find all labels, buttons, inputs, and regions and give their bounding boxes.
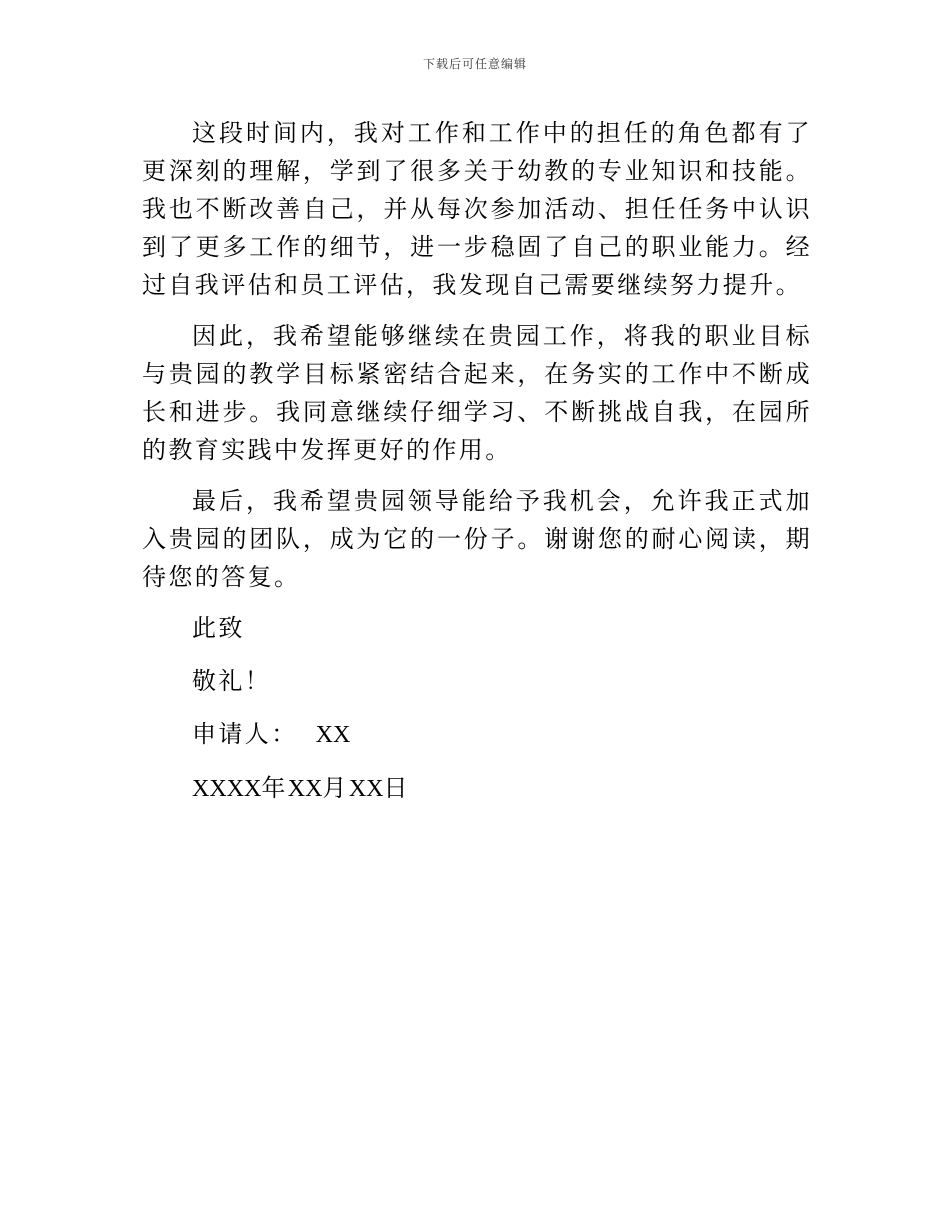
paragraph-2: 因此，我希望能够继续在贵园工作，将我的职业目标与贵园的教学目标紧密结合起来，在务实的工作中不断成长和进步。我同意继续仔细学习、不断挑战自我，在园所的教育实践中发挥更好的作用。 [142, 322, 812, 464]
regards: 敬礼！ [192, 667, 272, 695]
date-day-unit: 日 [383, 774, 410, 802]
paragraph-1: 这段时间内，我对工作和工作中的担任的角色都有了更深刻的理解，学到了很多关于幼教的专业知识和技能。我也不断改善自己，并从每次参加活动、担任任务中认识到了更多工作的细节，进一步稳固了自己的职业能力。经过自我评估和员工评估，我发现自己需要继续努力提升。 [142, 119, 812, 299]
applicant-line [192, 715, 812, 754]
date-day: XX [348, 776, 384, 802]
letter-body [142, 114, 812, 823]
salutation: 此致 [192, 614, 245, 642]
applicant-name: XX [315, 722, 351, 748]
date-year-unit: 年 [261, 774, 288, 802]
page-header: 下载后可任意编辑 [422, 57, 527, 71]
date-month-unit: 月 [322, 774, 349, 802]
applicant-label: 申请人： [192, 720, 298, 748]
paragraph-3: 最后，我希望贵园领导能给予我机会，允许我正式加入贵园的团队，成为它的一份子。谢谢您的耐心阅读，期待您的答复。 [142, 487, 812, 591]
date-line [192, 769, 812, 808]
date-month: XX [287, 776, 323, 802]
date-year: XXXX [192, 776, 262, 802]
